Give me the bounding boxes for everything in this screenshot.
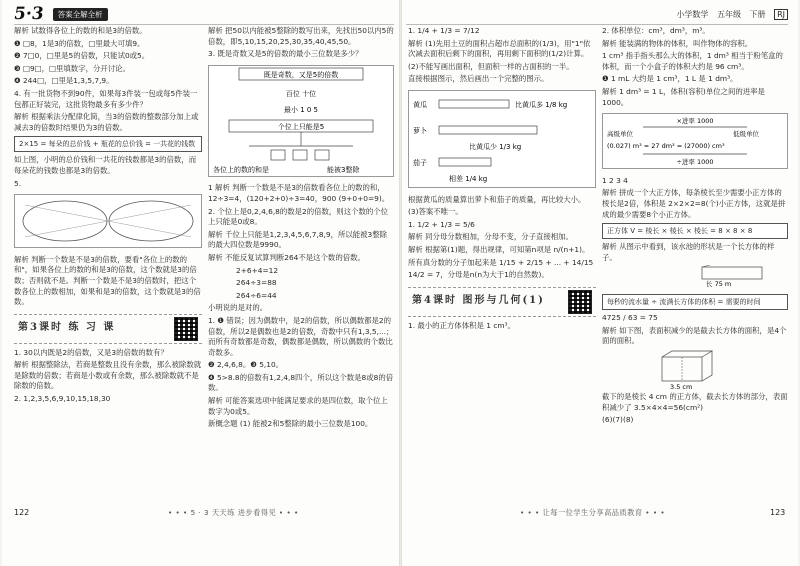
column-4	[602, 26, 788, 512]
text-block: 新概念题 (1) 能被2和5整除的最小三位数是100。	[208, 419, 373, 429]
text-block: 1. 30以内既是2的倍数，又是3的倍数的数有？	[14, 347, 168, 357]
text-block: 1 cm³ 指手指头那么大的体积，1 dm³ 相当于粉笔盒的体积，而一个小盒子的体积大约是 96 cm³。	[602, 51, 783, 71]
bar-eggplant	[439, 158, 491, 166]
text-block: 截下的是棱长 4 cm 的正方体，截去长方体的部分，表面积减少了 3.5×4×4=56(cm²)	[602, 392, 788, 412]
text-block: ❷ 7□0，□里是5的倍数，只能试0或5。	[14, 51, 150, 61]
text-block: 1 2 3 4	[602, 175, 628, 185]
brand-logo: 5·3	[12, 4, 45, 24]
column-2	[208, 26, 394, 512]
text-block: 解析 把50以内能被5整除的数写出来，先找出50以内5的倍数，即5,10,15,20,25,30,35,40,45,50。	[208, 26, 394, 46]
text-block: 解析 可能答案选项中能满足要求的是四位数，取个位上数字为0或5。	[208, 396, 388, 416]
text-block: 解析 能装满的物体的体积，叫作物体的容积。	[602, 38, 753, 48]
cuboid-diagram	[602, 349, 786, 389]
digit-reasoning-diagram	[208, 65, 394, 177]
footer-right: • • • 让每一位学生分享高品质教育 • • •	[520, 508, 666, 517]
text-block: ❶ 1 mL 大约是 1 cm³，1 L 是 1 dm³。	[602, 74, 738, 84]
header-brand	[14, 4, 108, 24]
formula-box: 正方体 V = 棱长 × 棱长 × 棱长 = 8 × 8 × 8	[602, 223, 788, 239]
bar-note-3: 相差 1/4 kg	[449, 174, 488, 183]
bar-label-eggplant: 茄子	[413, 158, 427, 167]
text-block: 如上图，小明的总价钱和一共花的钱数都是3的倍数，而每朵花的钱数也都是3的倍数。	[14, 155, 197, 175]
text-block: 解析 根据第(1)题，得出规律，可知第n项是 n/(n+1)。	[408, 244, 590, 254]
text-block: 解析 从图示中看到，该水池的形状是一个长方体的样子。	[602, 242, 775, 262]
rate-bottom-label: ÷进率 1000	[676, 158, 714, 167]
text-block: 解析 根据乘法分配律化简，当3的倍数的整数部分加上或减去3的倍数时结果仍为3的倍数。	[14, 112, 199, 132]
text-block: 解析 (1)先用土豆的面积占超市总面积的(1/3)，用"1"依次减去面积后剩下的面积，再用剩下面积的(1/2)计算。	[408, 38, 591, 59]
text-block: 1. 最小的正方体体积是 1 cm³。	[408, 320, 515, 330]
text-block: 解析 不能反复试算判断264不是这个数的倍数。	[208, 252, 365, 262]
calculation-list	[208, 266, 394, 302]
column-1	[14, 26, 202, 512]
text-block: (6)(7)(8)	[602, 415, 634, 425]
diagram-left-label: 各位上的数的和是	[213, 165, 269, 174]
text-block: 解析 试数得各位上的数的和是3的倍数。	[14, 26, 147, 35]
text-block: 解析 同分母分数相加，分母不变，分子直接相加。	[408, 232, 573, 242]
diagram-right-label: 能被3整除	[327, 165, 360, 174]
text-block: 解析 拼成一个大正方体，每条棱长至少需要小正方体的棱长是2倍，体积是 2×2×2=8(个)小正方体，这就是拼成的最少需要8个小正方体。	[602, 188, 786, 219]
text-block: 2. 体积单位：cm³，dm³，m³。	[602, 26, 710, 35]
bar-note-2: 比黄瓜少 1/3 kg	[469, 142, 522, 151]
conversion-line: (0.027) m³ = 27 dm³ = (27000) cm³	[607, 142, 725, 151]
text-block: 3. 既是奇数又是5的倍数的最小三位数是多少？	[208, 49, 363, 59]
text-block: 14/2 = 7，分母是n(n为大于1的自然数)。	[408, 270, 549, 280]
header-rule-left	[14, 24, 394, 25]
diagram-odd-label: 个位上只能是5	[277, 122, 325, 131]
text-block: 解析 根据整除法，若商是整数且没有余数，那么被除数就是除数的倍数；若商是小数或有余数，那么被除数就不是除数的倍数。	[14, 360, 202, 391]
diagram-place-label: 百位 十位	[285, 89, 317, 98]
text-block: 解析 判断一个数是不是3的倍数，要看"各位上的数的和"，如果各位上的数的和是3的倍数，这个数就是3的倍数；否则就不是。判断一个数是不是3的倍数时，把这个数各位上的数相加，如果和是3的倍数，这个数就是3的倍数。	[14, 254, 201, 307]
footer-left: • • • 5 · 3 天天练 进步看得见 • • •	[168, 508, 299, 517]
header-rule-right	[406, 24, 788, 25]
column-3	[408, 26, 596, 512]
text-block: 1. 1/4 + 1/3 = 7/12	[408, 26, 480, 35]
text-block: 5.	[14, 178, 22, 188]
text-block: 1 解析 判断一个数是不是3的倍数看各位上的数的和，12÷3=4，(120+2+0)÷3=40，900 (9+0+0=9)。	[208, 183, 390, 203]
text-block: ❹ 244□，□里是1,3,5,7,9。	[14, 76, 114, 86]
text-block: ❸ □9□，□里填数字，分开讨论。	[14, 63, 130, 73]
text-block: 4725 / 63 = 75	[602, 312, 658, 322]
bar-radish	[439, 126, 537, 134]
text-block: 解析 千位上只能是1,2,3,4,5,6,7,8,9，所以能被3整除的最大四位数是9990。	[208, 229, 388, 250]
text-block: 小明说的是对的。	[208, 303, 268, 313]
text-block: 所有真分数的分子加起来是 1/15 + 2/15 + ... + 14/15	[408, 257, 594, 267]
calc-line: 264÷3=88	[236, 278, 277, 288]
classification-diagram	[14, 194, 202, 248]
bar-note-1: 比黄瓜多 1/8 kg	[515, 100, 568, 109]
diagram-title: 既是奇数，又是5的倍数	[263, 70, 339, 79]
text-block: (2)不能写画出面积，但面积一样的占面积的一半。	[408, 61, 574, 71]
header-meta	[670, 9, 788, 20]
segment-bar-diagram	[408, 90, 596, 188]
header-grade: 五年级	[716, 10, 741, 19]
rate-low-label: 低级单位	[733, 130, 759, 139]
text-block: 解析 1 dm³ = 1 L，体积(容积)单位之间的进率是1000。	[602, 86, 765, 107]
text-block: 1. 1/2 + 1/3 = 5/6	[408, 219, 475, 229]
book-gutter	[399, 0, 402, 566]
text-block: (3)答案不唯一。	[408, 207, 463, 217]
text-block: 直接根据图示，然后画出一个完整的图示。	[408, 74, 549, 84]
calc-line: 264÷6=44	[236, 290, 277, 300]
diagram-min-label: 最小 1 0 5	[283, 105, 319, 114]
pool-dimension: 长 75 m	[706, 280, 732, 288]
section-header-lesson-4	[408, 287, 596, 317]
text-block: 根据黄瓜的质量算出萝卜和茄子的质量，再比较大小。	[408, 194, 586, 204]
page-number-left: 122	[14, 508, 30, 517]
section-header-lesson-3	[14, 314, 202, 344]
text-block: 解析 如下图，表面积减少的是截去长方体的面积，是4个面的面积。	[602, 325, 787, 346]
formula-box-2: 每秒的流水量 ÷ 流满长方体的体积 = 需要的时间	[602, 294, 788, 310]
header-edition: RJ	[774, 9, 788, 20]
bar-label-radish: 萝卜	[413, 126, 427, 135]
text-block: 2. 个位上是0,2,4,6,8的数是2的倍数，则这个数的个位上只能是0或8。	[208, 206, 389, 227]
rate-top-label: ×进率 1000	[676, 117, 714, 126]
text-block: ❷ 2,4,6,8。❸ 5,10。	[208, 360, 284, 370]
page-number-right: 123	[770, 508, 786, 517]
text-block: ❹ 5>8.8的倍数有1,2,4,8四个，所以这个数是8或8的倍数。	[208, 372, 394, 393]
bar-cucumber	[439, 100, 509, 108]
header-term: 下册	[749, 10, 766, 19]
text-block: ❶ □8，1是3的倍数，□里最大可填9。	[14, 38, 145, 48]
rate-high-label: 高级单位	[607, 130, 633, 139]
section-title: 第4课时 图形与几何(1)	[412, 295, 545, 307]
section-title: 第3课时 练 习 课	[18, 322, 116, 334]
pool-diagram	[602, 265, 786, 287]
qr-code-icon	[568, 290, 592, 314]
text-block: 2. 1,2,3,5,6,9,10,15,18,30	[14, 394, 111, 404]
formula-box: 2×15 = 每朵的总价钱 + 瓶花的总价钱 = 一共花的钱数	[14, 136, 202, 152]
unit-conversion-diagram	[602, 113, 788, 169]
text-block: 4. 有一批货物不到90件，如果每3件装一包或每5件装一包都正好装完，这批货物最多有多少件？	[14, 88, 198, 109]
text-block: 1. ❶ 错误；因为偶数中，是2的倍数，所以偶数都是2的倍数，所以2是偶数也是2的倍数，奇数中只有1,3,5,...；而所有奇数都是奇数，偶数都是偶数，所以偶数的个数比奇数多。	[208, 315, 394, 357]
qr-code-icon	[174, 317, 198, 341]
header-subject: 小学数学	[676, 10, 709, 19]
calc-line: 2+6+4=12	[236, 265, 279, 275]
bar-label-cucumber: 黄瓜	[413, 100, 427, 109]
header-badge: 答案全解全析	[53, 8, 108, 21]
cuboid-label: 3.5 cm	[670, 382, 693, 389]
